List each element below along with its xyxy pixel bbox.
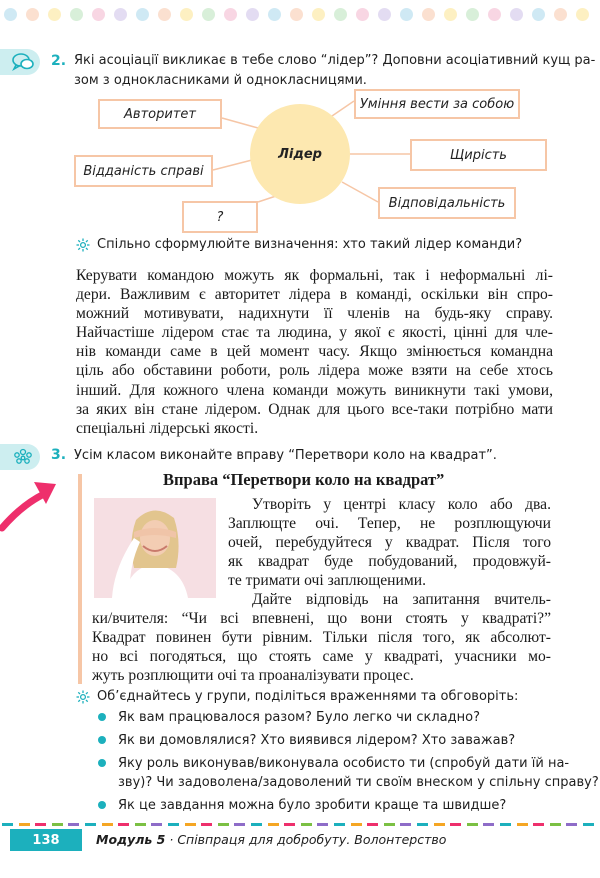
page-number: 138 (10, 829, 82, 851)
sun-icon (76, 690, 90, 704)
decor-dash (35, 823, 46, 826)
exercise-side-bar (78, 474, 82, 684)
decor-dash (417, 823, 428, 826)
decor-dash (400, 823, 411, 826)
decor-dash (151, 823, 162, 826)
decor-dash (118, 823, 129, 826)
task3-tab (0, 444, 40, 470)
list-item: Як вам працювалося разом? Було легко чи складно? (96, 708, 566, 727)
decor-dash (450, 823, 461, 826)
exercise-line: очей, перебудуйтеся у квадрат. Після того (228, 534, 551, 551)
exercise-line: як квадрат буде побудований, продовжуй- (228, 553, 551, 570)
exercise-line: Дайте відповідь на запитання вчитель- (252, 591, 551, 608)
decor-dash (334, 823, 345, 826)
decor-dash (317, 823, 328, 826)
decor-dash (201, 823, 212, 826)
assoc-box-responsibility: Відповідальність (378, 187, 516, 219)
leader-label: Лідер (278, 146, 322, 162)
task3-number: 3. (51, 447, 67, 463)
paragraph-line: дери. Важливим є авторитет лідера в команді, оскільки він спро- (76, 286, 553, 304)
group-icon (12, 447, 34, 467)
assoc-box-dedication: Відданість справі (74, 155, 213, 187)
pink-arrow-icon (0, 472, 70, 532)
decor-dash (500, 823, 511, 826)
discussion-questions (96, 708, 599, 819)
footer-dash-border (0, 823, 600, 827)
decor-dash (135, 823, 146, 826)
decor-dash (218, 823, 229, 826)
list-item: Як це завдання можна було зробити краще та швидше? (96, 796, 566, 815)
prompt-definition: Спільно сформулюйте визначення: хто такий лідер команди? (97, 237, 523, 252)
decor-dash (384, 823, 395, 826)
list-item: Як ви домовлялися? Хто виявився лідером? Хто заважав? (96, 731, 566, 750)
assoc-box-lead-skill: Уміння вести за собою (354, 89, 520, 119)
paragraph-line: Найчастіше лідером стає та людина, у якої є якості, цінні для чле- (76, 324, 553, 342)
leadership-paragraph (76, 266, 553, 438)
prompt-discuss: Об’єднайтесь у групи, поділіться враженнями та обговоріть: (97, 689, 519, 704)
exercise-title: Вправа “Перетвори коло на квадрат” (163, 470, 445, 489)
task2-line: Які асоціації викликає в тебе слово “лідер”? Доповни асоціативний кущ ра- (74, 53, 596, 68)
decor-dash (301, 823, 312, 826)
decor-dash (52, 823, 63, 826)
decor-dash (483, 823, 494, 826)
decor-dash (19, 823, 30, 826)
decor-dash (102, 823, 113, 826)
paragraph-line: спеціальні лідерські якості. (76, 419, 259, 437)
decor-dash (2, 823, 13, 826)
decor-dash (251, 823, 262, 826)
exercise-line: Квадрат повинен бути рівним. Тільки після того, як абсолют- (92, 629, 551, 646)
exercise-line: те тримати очі заплющеними. (228, 572, 426, 589)
exercise-line: ки/вчителя: “Чи всі впевнені, що вони стоять у квадраті?” (92, 610, 551, 627)
decor-dash (367, 823, 378, 826)
decor-dash (268, 823, 279, 826)
decor-dash (185, 823, 196, 826)
footer-title: Модуль 5 · Співпраця для добробуту. Волонтерство (96, 832, 447, 847)
assoc-box-unknown: ? (182, 201, 258, 233)
sun-icon (76, 238, 90, 252)
decor-dash (517, 823, 528, 826)
task3-text: Усім класом виконайте вправу “Перетвори коло на квадрат”. (74, 448, 497, 463)
paragraph-line: нів команди саме в цей момент часу. Якщо змінюється командна (76, 343, 553, 361)
leader-circle (250, 104, 350, 204)
decor-dash (85, 823, 96, 826)
decor-dash (351, 823, 362, 826)
exercise-line: но всі погодяться, що стоять саме у квадраті, учасники мо- (92, 648, 551, 665)
decor-dash (583, 823, 594, 826)
decor-dash (234, 823, 245, 826)
exercise-line: Заплющте очі. Тепер, не розплющуючи (228, 515, 551, 532)
task2-number: 2. (51, 53, 67, 69)
exercise-line: жуть розплющити очі та проаналізувати процес. (92, 667, 414, 684)
list-item: Яку роль виконував/виконувала особисто ти (спробуй дати їй на- зву)? Чи задоволена/задоволений ти своїм внеском у спільну справу? (96, 754, 566, 792)
task2-line: зом з однокласниками й однокласницями. (74, 73, 367, 88)
assoc-box-authority: Авторитет (98, 99, 222, 129)
paragraph-line: можний мотивувати, надихнути її членів на будь-яку справу. (76, 305, 553, 323)
paragraph-line: за яких він стане лідером. Однак для цього все-таки потрібно мати (76, 400, 553, 418)
decor-dash (467, 823, 478, 826)
decor-dash (566, 823, 577, 826)
exercise-text-full (92, 609, 551, 685)
exercise-text-right (228, 495, 551, 609)
paragraph-line: ціль або обставини роботи, роль лідера може взяти на себе хтось (76, 362, 553, 380)
exercise-line: Утворіть у центрі класу коло або два. (252, 496, 551, 513)
assoc-box-sincerity: Щирість (410, 139, 547, 171)
decor-dash (434, 823, 445, 826)
girl-covering-eyes-photo (94, 498, 216, 598)
decor-dash (550, 823, 561, 826)
paragraph-line: Керувати командою можуть як формальні, так і неформальні лі- (76, 267, 553, 284)
decor-dash (533, 823, 544, 826)
decor-dash (168, 823, 179, 826)
decor-dash (68, 823, 79, 826)
decor-dash (284, 823, 295, 826)
paragraph-line: інший. Для кожного члена команди можуть виникнути такі умови, (76, 381, 553, 399)
